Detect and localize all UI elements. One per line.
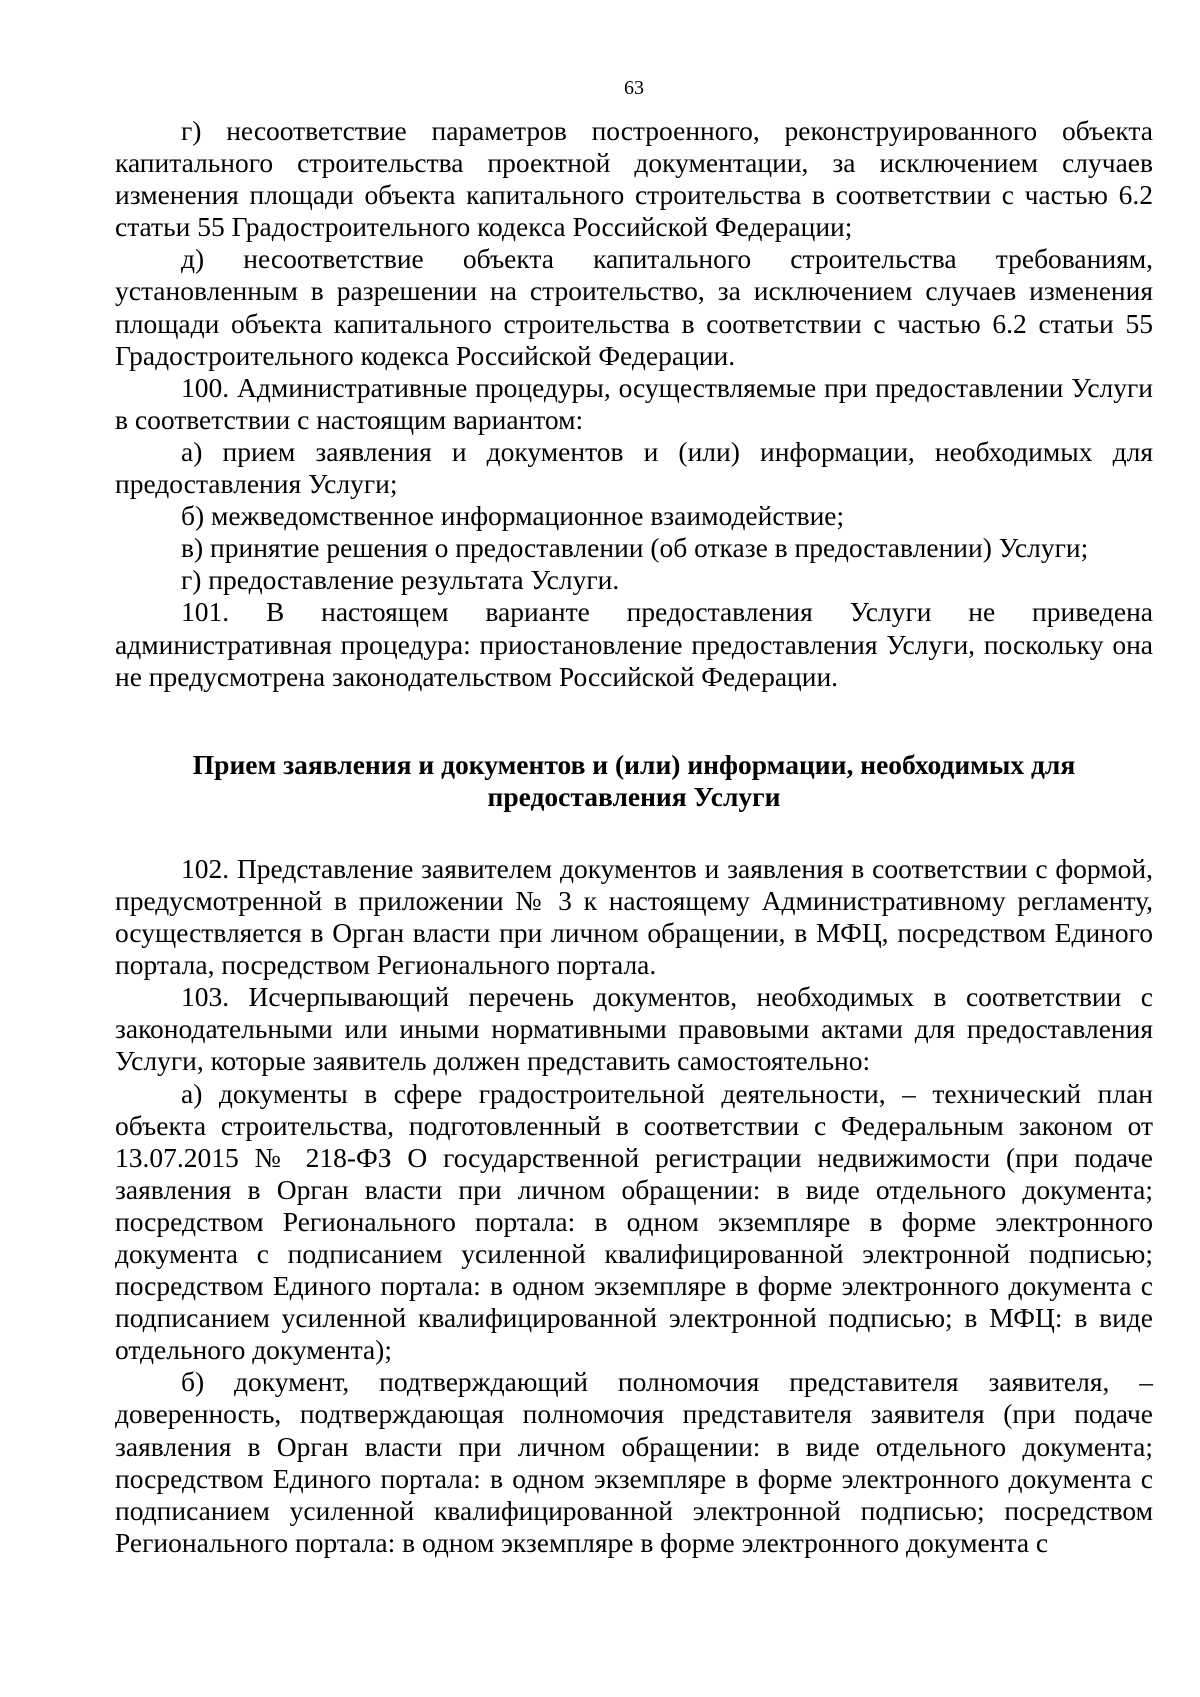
paragraph-item-g: г) несоответствие параметров построенного, реконструированного объекта капитального строительства проектной документации, за исключением случаев изменения площади объекта капитального строительства в соответствии с частью 6.2 статьи 55 Градостроительного кодекса Российской Федерации; [115,115,1153,243]
paragraph-100-g: г) предоставление результата Услуги. [181,564,620,596]
paragraph-101: 101. В настоящем варианте предоставления Услуги не приведена административная процедура: приостановление предоставления Услуги, поскольку она не предусмотрена законодательством Российской Федерации. [115,596,1153,692]
paragraph-102: 102. Представление заявителем документов и заявления в соответствии с формой, предусмотренной в приложении № 3 к настоящему Административному регламенту, осуществляется в Орган власти при личном обращении, в МФЦ, посредством Единого портала, посредством Регионального портала. [115,852,1153,981]
section-heading: Прием заявления и документов и (или) информации, необходимых для предоставления Услуги [192,748,1076,812]
paragraph-100-v: в) принятие решения о предоставлении (об отказе в предоставлении) Услуги; [181,532,1089,564]
document-body [115,115,1153,1559]
paragraph-100-b: б) межведомственное информационное взаимодействие; [181,500,845,532]
paragraph-100: 100. Административные процедуры, осуществляемые при предоставлении Услуги в соответствии с настоящим вариантом: [115,371,1153,435]
paragraph-103-a: а) документы в сфере градостроительной деятельности, – технический план объекта строительства, подготовленный в соответствии с Федеральным законом от 13.07.2015 № 218-ФЗ О государственной регистрации недвижимости (при подаче заявления в Орган власти при личном обращении: в виде отдельного документа; посредством Регионального портала: в одном экземпляре в форме электронного документа с подписанием усиленной квалифицированной электронной подписью; посредством Единого портала: в одном экземпляре в форме электронного документа с подписанием усиленной квалифицированной электронной подписью; в МФЦ: в виде отдельного документа); [115,1077,1153,1366]
paragraph-103: 103. Исчерпывающий перечень документов, необходимых в соответствии с законодательными или иными нормативными правовыми актами для предоставления Услуги, которые заявитель должен представить самостоятельно: [115,981,1153,1077]
page-number: 63 [624,77,644,99]
paragraph-item-d: д) несоответствие объекта капитального строительства требованиям, установленным в разрешении на строительство, за исключением случаев изменения площади объекта капитального строительства в соответствии с частью 6.2 статьи 55 Градостроительного кодекса Российской Федерации. [115,243,1153,371]
paragraph-100-a: а) прием заявления и документов и (или) информации, необходимых для предоставления Услуги; [115,435,1153,500]
paragraph-103-b: б) документ, подтверждающий полномочия представителя заявителя, – доверенность, подтверждающая полномочия представителя заявителя (при подаче заявления в Орган власти при личном обращении: в виде отдельного документа; посредством Единого портала: в одном экземпляре в форме электронного документа с подписанием усиленной квалифицированной электронной подписью; посредством Регионального портала: в одном экземпляре в форме электронного документа с [115,1366,1153,1558]
